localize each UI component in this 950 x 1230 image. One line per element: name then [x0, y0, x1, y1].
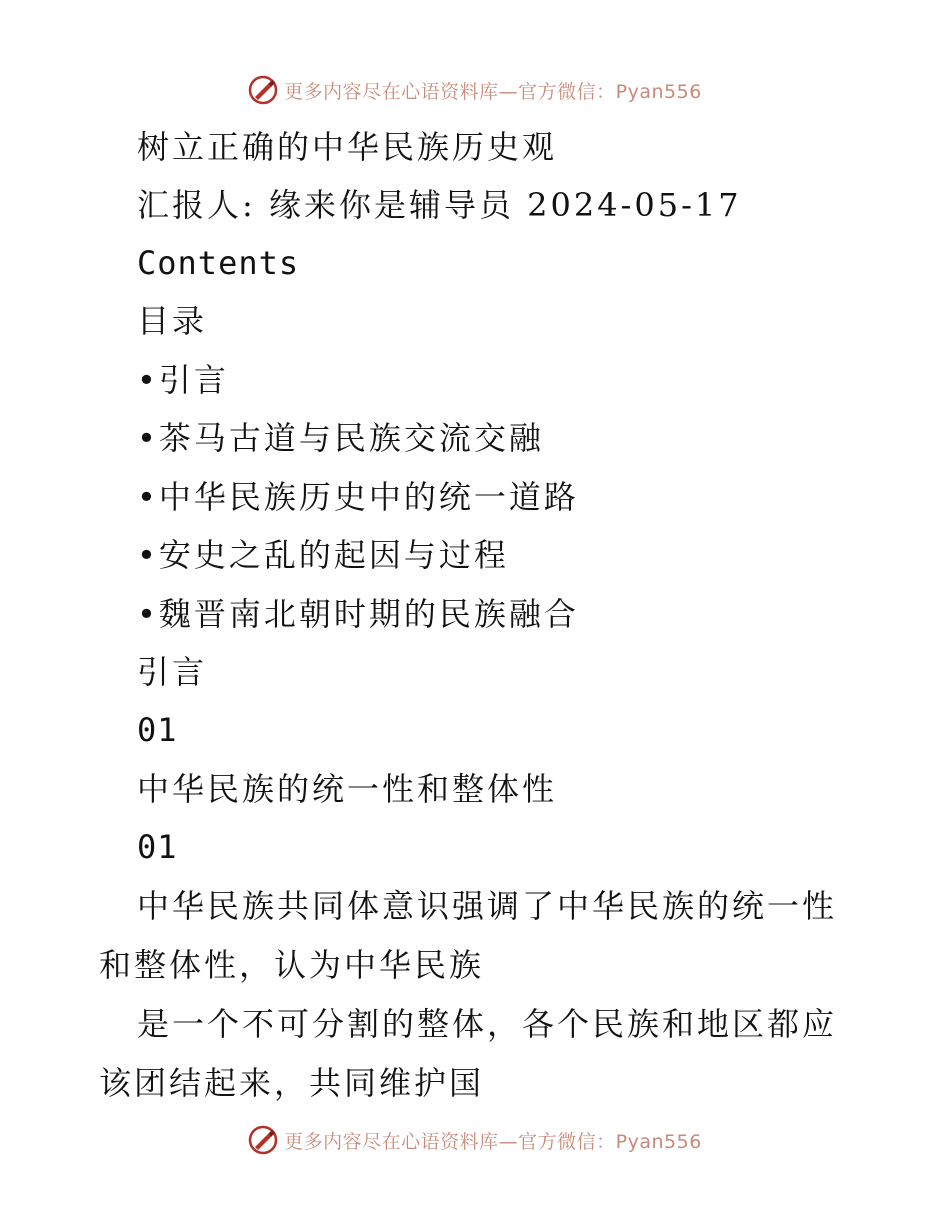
subsection-number: 01	[137, 828, 178, 866]
section-title: 引言	[137, 653, 208, 691]
body-paragraph: 中华民族共同体意识强调了中华民族的统一性和整体性，认为中华民族	[99, 887, 838, 984]
footer-watermark	[0, 1120, 950, 1160]
watermark-text: 更多内容尽在心语资料库—官方微信：Pyan556	[284, 80, 702, 103]
pen-logo-icon	[248, 75, 278, 105]
document-title: 树立正确的中华民族历史观	[137, 128, 558, 166]
contents-label: Contents	[137, 244, 300, 282]
toc-item-wei-jin-fusion: •魏晋南北朝时期的民族融合	[137, 595, 579, 633]
header-watermark	[0, 70, 950, 110]
pen-logo-icon	[248, 1125, 278, 1155]
watermark-text: 更多内容尽在心语资料库—官方微信：Pyan556	[284, 1130, 702, 1153]
toc-item-anshi-rebellion: •安史之乱的起因与过程	[137, 536, 509, 574]
reporter-line: 汇报人: 缘来你是辅导员 2024-05-17	[137, 186, 742, 224]
toc-item-intro: •引言	[137, 361, 229, 399]
section-number: 01	[137, 711, 178, 749]
toc-item-tea-horse-road: •茶马古道与民族交流交融	[137, 419, 544, 457]
toc-heading: 目录	[137, 302, 208, 340]
body-paragraph: 是一个不可分割的整体，各个民族和地区都应该团结起来，共同维护国	[99, 1005, 838, 1102]
toc-item-unification-path: •中华民族历史中的统一道路	[137, 478, 579, 516]
subsection-title: 中华民族的统一性和整体性	[137, 770, 558, 808]
